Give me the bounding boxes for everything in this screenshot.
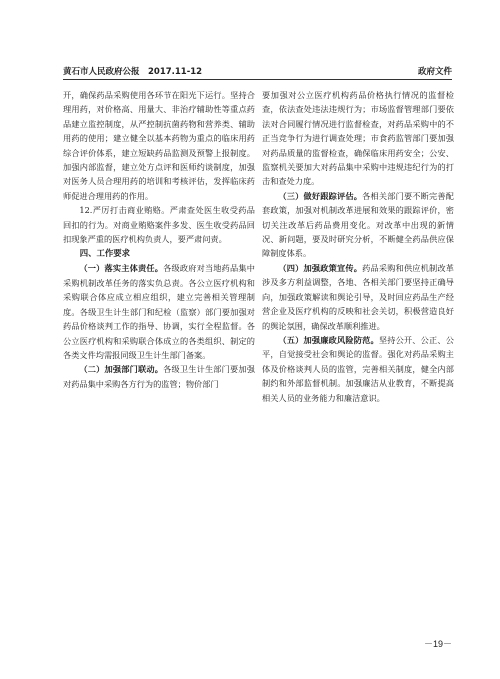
left-column [63, 88, 255, 391]
paragraph [63, 362, 255, 391]
paragraph-body: 各相关部门要不断完善配套政策，加强对机制改革进展和效果的跟踪评价，密切关注改革后药品费用变化。对改革中出现的新情况、新问题，要及时研究分析，不断健全药品供应保障制度体系。 [262, 190, 454, 259]
paragraph: 开，确保药品采购使用各环节在阳光下运行。坚持合理用药，对价格高、用量大、非治疗辅助性等重点药品建立监控制度，从严控制抗菌药物和营养类、辅助用药的使用；建立健全以基本药物为重点的临床用药综合评价体系，建立短缺药品监测及预警上报制度。加强内部监督，建立处方点评和医师约谈制度，加强对医务人员合理用药的培训和考核评估，发挥临床药师促进合理用药的作用。 [63, 90, 255, 201]
paragraph [262, 261, 454, 333]
page-number: －19－ [423, 639, 452, 649]
paragraph-lead: （四）加强政策宣传。 [278, 262, 363, 273]
right-column [262, 88, 454, 405]
paragraph-lead: （二）加强部门联动。 [79, 364, 164, 375]
publication-title: 黄石市人民政府公报 2017.11-12 [63, 67, 203, 77]
paragraph-body: 各级卫生计生部门要加强对药品集中采购各方行为的监管；物价部门 [63, 364, 255, 389]
paragraph-lead: （五）加强廉政风险防范。 [278, 334, 379, 345]
paragraph-body: 药品采购和供应机制改革涉及多方利益调整，各地、各相关部门要坚持正确导向，加强政策解读和舆论引导，及时回应药品生产经营企业及医疗机构的反映和社会关切，积极营造良好的舆论氛围，确保改革顺利推进。 [262, 262, 454, 331]
paragraph [63, 261, 255, 362]
paragraph-body: 各级政府对当地药品集中采购机制改革任务的落实负总责。各公立医疗机构和采购联合体应成立相应组织，建立完善相关管理制度。各级卫生计生部门和纪检（监察）部门要加强对药品价格谈判工作的指导、协调，实行全程监督。各公立医疗机构和采购联合体成立的各类组织、制定的各类文件均需报同级卫生计生部门备案。 [63, 263, 255, 360]
paragraph-lead: （一）落实主体责任。 [79, 263, 164, 274]
header-rule [63, 79, 452, 80]
paragraph: 要加强对公立医疗机构药品价格执行情况的监督检查，依法查处违法违规行为；市场监督管理部门要依法对合同履行情况进行监督检查，对药品采购中的不正当竞争行为进行调查处理；市食药监管部门要加强对药品质量的监督检查，确保临床用药安全；公安、监察机关要加大对药品集中采购中违规违纪行为的打击和查处力度。 [262, 90, 454, 187]
section-heading: 四、工作要求 [79, 248, 131, 259]
paragraph-lead: （三）做好跟踪评估。 [278, 190, 363, 201]
paragraph: 12.严厉打击商业贿赂。严肃查处医生收受药品回扣的行为。对商业贿赂案件多发、医生收受药品回扣现象严重的医疗机构负责人，要严肃问责。 [63, 205, 255, 245]
paragraph [262, 189, 454, 261]
paragraph-body: 坚持公开、公正、公平，自觉接受社会和舆论的监督。强化对药品采购主体及价格谈判人员的监管，完善相关制度，健全内部制约和外部监督机制。加强廉洁从业教育，不断提高相关人员的业务能力和廉洁意识。 [262, 334, 454, 403]
paragraph [262, 333, 454, 405]
page-header [63, 62, 452, 78]
section-label: 政府文件 [417, 67, 452, 77]
